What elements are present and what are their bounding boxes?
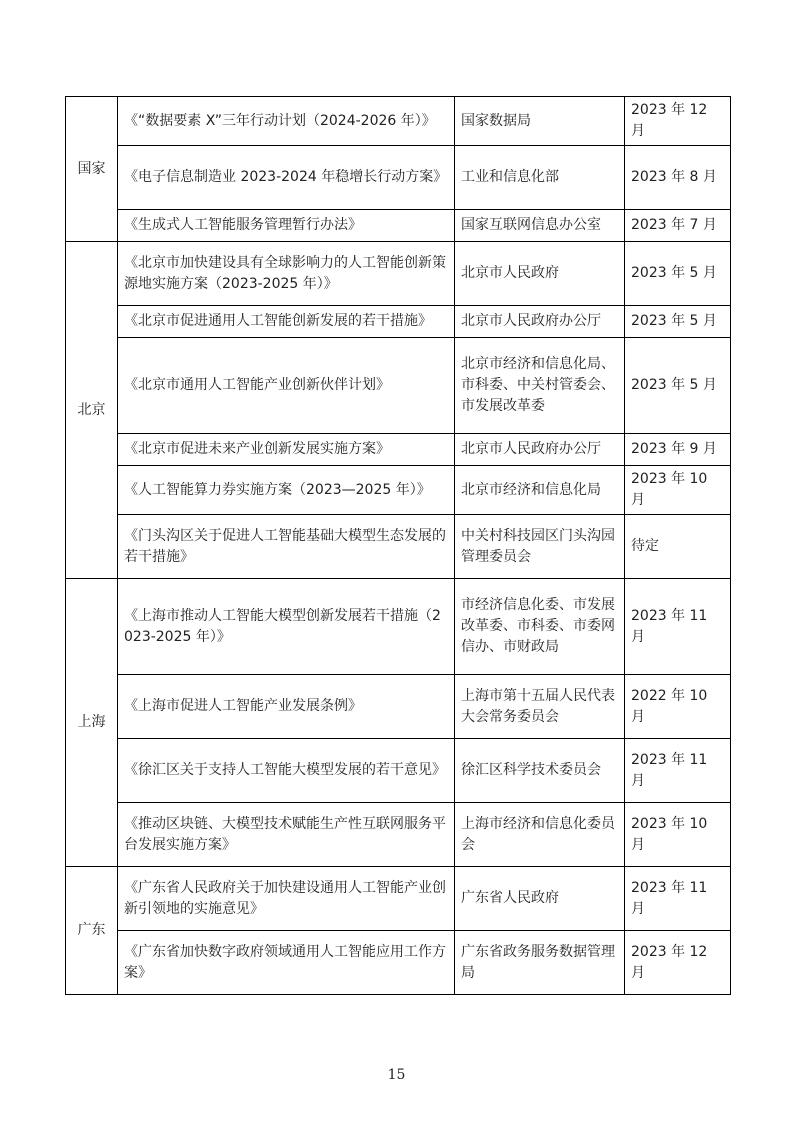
policy-issuer: 中关村科技园区门头沟园管理委员会 xyxy=(455,515,625,579)
policy-title: 《电子信息制造业 2023-2024 年稳增长行动方案》 xyxy=(118,146,455,210)
policy-issuer: 北京市经济和信息化局、市科委、中关村管委会、市发展改革委 xyxy=(455,338,625,434)
policy-date: 2023 年 5 月 xyxy=(625,242,731,306)
policy-title: 《上海市促进人工智能产业发展条例》 xyxy=(118,675,455,739)
policy-date: 2023 年 10 月 xyxy=(625,803,731,867)
policy-date: 2022 年 10 月 xyxy=(625,675,731,739)
policy-title: 《门头沟区关于促进人工智能基础大模型生态发展的若干措施》 xyxy=(118,515,455,579)
table-row xyxy=(66,675,731,739)
policy-issuer: 上海市第十五届人民代表大会常务委员会 xyxy=(455,675,625,739)
table-row xyxy=(66,579,731,675)
page-number: 15 xyxy=(387,1067,406,1083)
policy-issuer: 工业和信息化部 xyxy=(455,146,625,210)
table-row xyxy=(66,515,731,579)
table-row xyxy=(66,338,731,434)
policy-date: 2023 年 12 月 xyxy=(625,931,731,995)
region-cell: 国家 xyxy=(66,97,118,242)
region-cell: 北京 xyxy=(66,242,118,579)
table-row xyxy=(66,146,731,210)
table-row xyxy=(66,867,731,931)
region-cell: 广东 xyxy=(66,867,118,995)
policy-issuer: 北京市人民政府办公厅 xyxy=(455,434,625,466)
table-row xyxy=(66,306,731,338)
policy-issuer: 北京市经济和信息化局 xyxy=(455,466,625,515)
policy-date: 2023 年 9 月 xyxy=(625,434,731,466)
policy-title: 《广东省加快数字政府领域通用人工智能应用工作方案》 xyxy=(118,931,455,995)
table-row xyxy=(66,434,731,466)
policy-issuer: 市经济信息化委、市发展改革委、市科委、市委网信办、市财政局 xyxy=(455,579,625,675)
table-row xyxy=(66,803,731,867)
policy-issuer: 广东省人民政府 xyxy=(455,867,625,931)
policy-title: 《北京市通用人工智能产业创新伙伴计划》 xyxy=(118,338,455,434)
policy-date: 2023 年 12 月 xyxy=(625,97,731,146)
policy-title: 《广东省人民政府关于加快建设通用人工智能产业创新引领地的实施意见》 xyxy=(118,867,455,931)
policy-date: 待定 xyxy=(625,515,731,579)
policy-issuer: 徐汇区科学技术委员会 xyxy=(455,739,625,803)
policy-issuer: 北京市人民政府 xyxy=(455,242,625,306)
policy-issuer: 北京市人民政府办公厅 xyxy=(455,306,625,338)
policy-title: 《北京市促进未来产业创新发展实施方案》 xyxy=(118,434,455,466)
policy-date: 2023 年 8 月 xyxy=(625,146,731,210)
policy-date: 2023 年 11 月 xyxy=(625,579,731,675)
policy-issuer: 广东省政务服务数据管理局 xyxy=(455,931,625,995)
table-row xyxy=(66,466,731,515)
table-row xyxy=(66,739,731,803)
policy-title: 《上海市推动人工智能大模型创新发展若干措施（2023-2025 年）》 xyxy=(118,579,455,675)
policy-title: 《徐汇区关于支持人工智能大模型发展的若干意见》 xyxy=(118,739,455,803)
policy-date: 2023 年 11 月 xyxy=(625,867,731,931)
policy-table xyxy=(65,96,731,995)
policy-date: 2023 年 7 月 xyxy=(625,210,731,242)
region-cell: 上海 xyxy=(66,579,118,867)
policy-title: 《北京市加快建设具有全球影响力的人工智能创新策源地实施方案（2023-2025 年）》 xyxy=(118,242,455,306)
policy-table-body xyxy=(66,97,731,995)
policy-issuer: 上海市经济和信息化委员会 xyxy=(455,803,625,867)
table-row xyxy=(66,210,731,242)
table-row xyxy=(66,931,731,995)
table-row xyxy=(66,242,731,306)
policy-date: 2023 年 11 月 xyxy=(625,739,731,803)
table-row xyxy=(66,97,731,146)
policy-title: 《北京市促进通用人工智能创新发展的若干措施》 xyxy=(118,306,455,338)
policy-title: 《推动区块链、大模型技术赋能生产性互联网服务平台发展实施方案》 xyxy=(118,803,455,867)
policy-date: 2023 年 5 月 xyxy=(625,338,731,434)
policy-title: 《“数据要素 X”三年行动计划（2024-2026 年）》 xyxy=(118,97,455,146)
policy-title: 《人工智能算力券实施方案（2023—2025 年）》 xyxy=(118,466,455,515)
policy-date: 2023 年 10 月 xyxy=(625,466,731,515)
policy-title: 《生成式人工智能服务管理暂行办法》 xyxy=(118,210,455,242)
policy-date: 2023 年 5 月 xyxy=(625,306,731,338)
policy-issuer: 国家数据局 xyxy=(455,97,625,146)
policy-issuer: 国家互联网信息办公室 xyxy=(455,210,625,242)
